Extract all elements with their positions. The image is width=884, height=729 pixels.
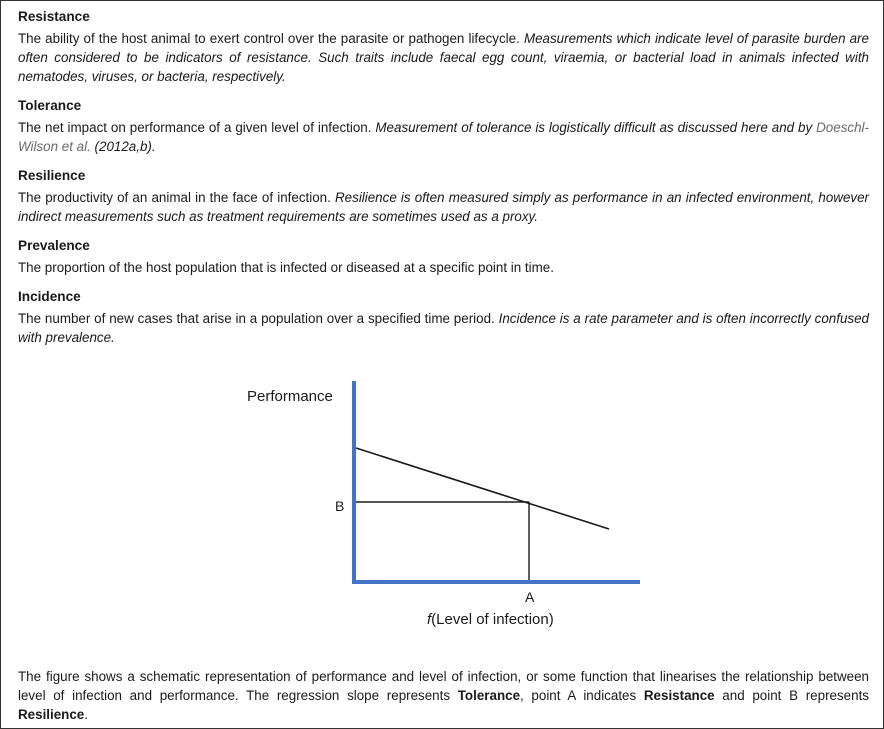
x-axis-label-function: f: [427, 611, 432, 628]
term-heading: Resilience: [18, 168, 86, 183]
term-heading: Tolerance: [18, 98, 82, 113]
x-axis-line: [352, 580, 640, 584]
citation-years: (2012a,b).: [94, 139, 156, 154]
caption-resilience: Resilience: [18, 707, 85, 722]
caption-part: and point B represents: [714, 688, 869, 703]
definition-prevalence: [18, 236, 869, 277]
caption-part: .: [84, 707, 88, 722]
y-axis-line: [352, 381, 356, 584]
definition-main: The proportion of the host population that is infected or diseased at a specific point in time.: [18, 260, 554, 275]
caption-resistance: Resistance: [643, 688, 715, 703]
citation-link[interactable]: Doeschl-Wilson et al.: [18, 120, 869, 154]
point-b-label: B: [335, 498, 345, 514]
definition-main: The productivity of an animal in the face of infection.: [18, 190, 331, 205]
definitions-list: [18, 7, 869, 357]
definition-text: [18, 118, 869, 156]
x-axis-label: [427, 611, 554, 628]
definition-resilience: [18, 166, 869, 226]
definition-tolerance: [18, 96, 869, 156]
definition-text: [18, 258, 869, 277]
caption-tolerance: Tolerance: [457, 688, 521, 703]
figure-caption: [18, 667, 869, 724]
point-a-label: A: [525, 589, 535, 605]
definition-main: The net impact on performance of a given level of infection.: [18, 120, 372, 135]
x-axis-label-text: (Level of infection): [431, 611, 554, 628]
definition-note: Incidence is a rate parameter and is often incorrectly confused with prevalence.: [18, 311, 869, 345]
term-heading: Incidence: [18, 289, 81, 304]
term-heading: Prevalence: [18, 238, 90, 253]
definition-main: The number of new cases that arise in a population over a specified time period.: [18, 311, 495, 326]
term-heading: Resistance: [18, 9, 90, 24]
definition-text: [18, 309, 869, 347]
definition-incidence: [18, 287, 869, 347]
definition-note: Measurement of tolerance is logistically difficult as discussed here and by: [375, 120, 813, 135]
definition-text: [18, 29, 869, 86]
y-axis-label: Performance: [247, 388, 333, 405]
definition-resistance: [18, 7, 869, 86]
definition-note: Resilience is often measured simply as performance in an infected environment, however indirect measurements such as treatment requirements are sometimes used as a proxy.: [18, 190, 869, 224]
definition-note: Measurements which indicate level of parasite burden are often considered to be indicators of resistance. Such traits include faecal egg count, viraemia, or bacterial load in animals infected with nematodes, viruses, or bacteria, respectively.: [18, 31, 870, 84]
tolerance-schematic-figure: [247, 378, 641, 630]
definition-text: [18, 188, 869, 226]
caption-part: , point A indicates: [520, 688, 644, 703]
caption-part: The figure shows a schematic representation of performance and level of infection, or some function that linearises the relationship between level of infection and performance. The regression slope represents: [18, 669, 869, 703]
regression-slope-line: [356, 448, 609, 529]
definition-main: The ability of the host animal to exert control over the parasite or pathogen lifecycle.: [18, 31, 520, 46]
